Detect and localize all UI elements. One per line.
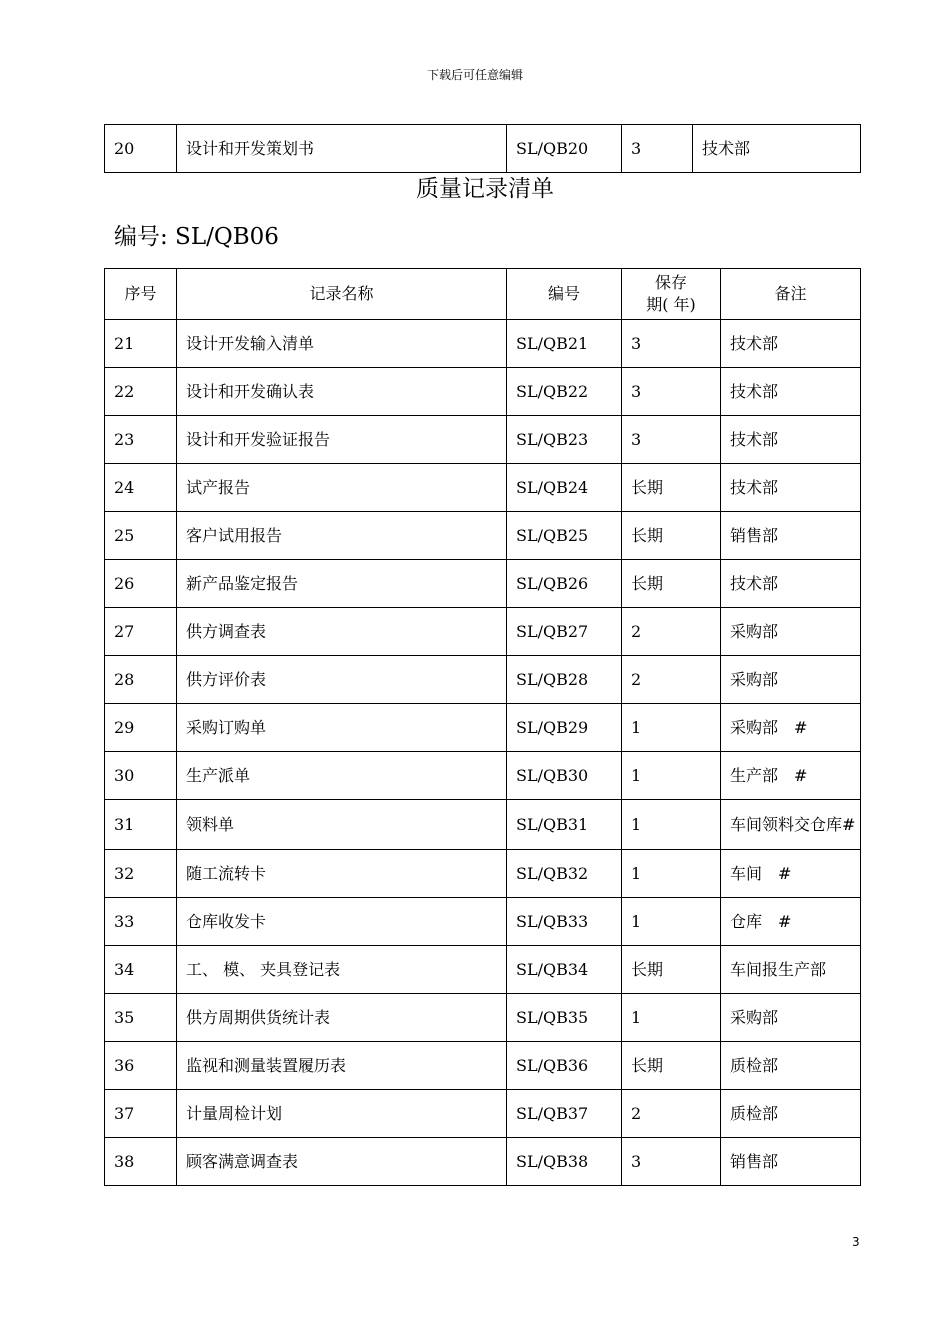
record-note: 车间报生产部 — [721, 946, 861, 994]
table-row — [105, 994, 861, 1042]
table-row — [105, 898, 861, 946]
quality-record-table — [104, 268, 861, 1186]
table-row — [105, 560, 861, 608]
record-note: 销售部 — [721, 1138, 861, 1186]
row-number: 29 — [105, 704, 177, 752]
retention-period: 1 — [622, 752, 721, 800]
table-row — [105, 946, 861, 994]
record-code: SL/QB32 — [507, 850, 622, 898]
retention-period: 1 — [622, 800, 721, 850]
row-number: 20 — [105, 125, 177, 173]
record-name: 随工流转卡 — [177, 850, 507, 898]
record-code: SL/QB22 — [507, 368, 622, 416]
table-row — [105, 656, 861, 704]
row-number: 37 — [105, 1090, 177, 1138]
record-note: 仓库 # — [721, 898, 861, 946]
record-code: SL/QB38 — [507, 1138, 622, 1186]
record-note: 质检部 — [721, 1042, 861, 1090]
record-code: SL/QB35 — [507, 994, 622, 1042]
row-number: 33 — [105, 898, 177, 946]
retention-period: 长期 — [622, 464, 721, 512]
row-number: 24 — [105, 464, 177, 512]
table-row — [105, 1090, 861, 1138]
record-code: SL/QB28 — [507, 656, 622, 704]
table-row — [105, 704, 861, 752]
record-code: SL/QB29 — [507, 704, 622, 752]
page-title: 质量记录清单 — [416, 176, 554, 202]
record-code: SL/QB30 — [507, 752, 622, 800]
table-row — [105, 850, 861, 898]
record-note: 采购部 — [721, 656, 861, 704]
table-row — [105, 608, 861, 656]
table-row — [105, 464, 861, 512]
table-row — [105, 416, 861, 464]
record-code: SL/QB25 — [507, 512, 622, 560]
record-name: 客户试用报告 — [177, 512, 507, 560]
row-number: 23 — [105, 416, 177, 464]
retention-period: 2 — [622, 1090, 721, 1138]
column-header-code: 编号 — [507, 269, 622, 320]
record-name: 工、 模、 夹具登记表 — [177, 946, 507, 994]
retention-period: 长期 — [622, 560, 721, 608]
table-row — [105, 800, 861, 850]
record-name: 设计和开发策划书 — [177, 125, 507, 173]
retention-period: 3 — [622, 320, 721, 368]
row-number: 28 — [105, 656, 177, 704]
record-name: 计量周检计划 — [177, 1090, 507, 1138]
record-note: 技术部 — [721, 560, 861, 608]
column-header-name: 记录名称 — [177, 269, 507, 320]
record-name: 供方调查表 — [177, 608, 507, 656]
row-number: 26 — [105, 560, 177, 608]
retention-period: 2 — [622, 608, 721, 656]
table-row — [105, 752, 861, 800]
column-header-retention-line2: 期( 年) — [646, 295, 696, 314]
retention-period: 3 — [622, 416, 721, 464]
record-code: SL/QB21 — [507, 320, 622, 368]
record-name: 顾客满意调查表 — [177, 1138, 507, 1186]
record-note: 生产部 # — [721, 752, 861, 800]
record-name: 设计开发输入清单 — [177, 320, 507, 368]
record-code: SL/QB36 — [507, 1042, 622, 1090]
record-note: 采购部 — [721, 608, 861, 656]
record-name: 监视和测量装置履历表 — [177, 1042, 507, 1090]
record-code: SL/QB37 — [507, 1090, 622, 1138]
table-row — [105, 1138, 861, 1186]
row-number: 22 — [105, 368, 177, 416]
retention-period: 长期 — [622, 946, 721, 994]
record-code: SL/QB24 — [507, 464, 622, 512]
record-name: 领料单 — [177, 800, 507, 850]
record-name: 新产品鉴定报告 — [177, 560, 507, 608]
row-number: 30 — [105, 752, 177, 800]
column-header-note: 备注 — [721, 269, 861, 320]
retention-period: 长期 — [622, 1042, 721, 1090]
row-number: 36 — [105, 1042, 177, 1090]
page-header-note: 下载后可任意编辑 — [426, 68, 523, 82]
record-code: SL/QB20 — [507, 125, 622, 173]
column-header-retention-line1: 保存 — [654, 273, 687, 292]
retention-period: 1 — [622, 704, 721, 752]
row-number: 21 — [105, 320, 177, 368]
table-row — [105, 125, 861, 173]
record-name: 供方周期供货统计表 — [177, 994, 507, 1042]
column-header-no: 序号 — [105, 269, 177, 320]
record-name: 设计和开发确认表 — [177, 368, 507, 416]
table-row — [105, 320, 861, 368]
row-number: 38 — [105, 1138, 177, 1186]
record-note: 车间领料交仓库# — [721, 800, 861, 850]
retention-period: 1 — [622, 898, 721, 946]
record-code: SL/QB23 — [507, 416, 622, 464]
record-note: 质检部 — [721, 1090, 861, 1138]
record-name: 试产报告 — [177, 464, 507, 512]
record-note: 技术部 — [721, 416, 861, 464]
record-code: SL/QB33 — [507, 898, 622, 946]
record-note: 销售部 — [721, 512, 861, 560]
record-note: 采购部 — [721, 994, 861, 1042]
column-header-retention — [622, 269, 721, 320]
row-number: 34 — [105, 946, 177, 994]
page-number: 3 — [852, 1235, 860, 1249]
retention-period: 2 — [622, 656, 721, 704]
record-name: 采购订购单 — [177, 704, 507, 752]
record-name: 设计和开发验证报告 — [177, 416, 507, 464]
record-note: 技术部 — [721, 368, 861, 416]
continued-table — [104, 124, 861, 173]
record-name: 仓库收发卡 — [177, 898, 507, 946]
table-row — [105, 1042, 861, 1090]
table-row — [105, 512, 861, 560]
retention-period: 1 — [622, 994, 721, 1042]
record-note: 技术部 — [693, 125, 861, 173]
record-note: 采购部 # — [721, 704, 861, 752]
retention-period: 3 — [622, 368, 721, 416]
retention-period: 长期 — [622, 512, 721, 560]
record-name: 生产派单 — [177, 752, 507, 800]
retention-period: 3 — [622, 1138, 721, 1186]
record-code: SL/QB34 — [507, 946, 622, 994]
table-header-row — [105, 269, 861, 320]
record-note: 技术部 — [721, 320, 861, 368]
retention-period: 3 — [622, 125, 693, 173]
record-name: 供方评价表 — [177, 656, 507, 704]
row-number: 25 — [105, 512, 177, 560]
record-note: 技术部 — [721, 464, 861, 512]
document-code: 编号: SL/QB06 — [114, 224, 279, 250]
record-code: SL/QB27 — [507, 608, 622, 656]
record-code: SL/QB31 — [507, 800, 622, 850]
record-code: SL/QB26 — [507, 560, 622, 608]
row-number: 27 — [105, 608, 177, 656]
row-number: 35 — [105, 994, 177, 1042]
row-number: 32 — [105, 850, 177, 898]
table-row — [105, 368, 861, 416]
retention-period: 1 — [622, 850, 721, 898]
record-note: 车间 # — [721, 850, 861, 898]
row-number: 31 — [105, 800, 177, 850]
